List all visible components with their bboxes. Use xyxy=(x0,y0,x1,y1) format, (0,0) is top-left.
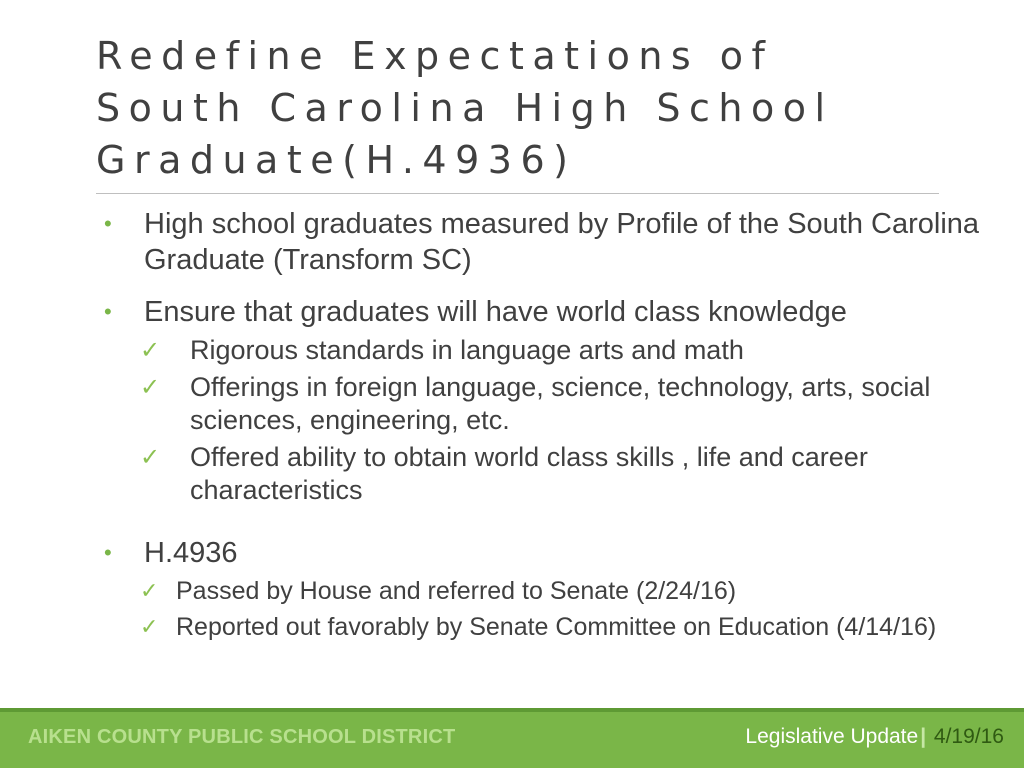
bullet-text: Ensure that graduates will have world class knowledge xyxy=(144,296,847,328)
bullet-item-h4936 xyxy=(100,535,980,643)
bullet-item-profile xyxy=(100,206,980,278)
sub-item xyxy=(100,441,980,507)
footer-label: Legislative Update xyxy=(745,725,919,748)
footer-date: 4/19/16 xyxy=(933,725,1004,748)
sub-item xyxy=(100,575,980,607)
title-line-2: South Carolina High School xyxy=(96,86,834,130)
content-area xyxy=(100,206,980,659)
sub-item-text: Rigorous standards in language arts and math xyxy=(190,335,744,365)
bullet-dot-icon: • xyxy=(104,211,112,236)
sub-item xyxy=(100,334,980,367)
checkmark-icon: ✓ xyxy=(140,374,161,401)
checkmark-icon: ✓ xyxy=(140,444,161,471)
district-name: AIKEN COUNTY PUBLIC SCHOOL DISTRICT xyxy=(28,726,456,748)
sub-item-text: Offerings in foreign language, science, technology, arts, social sciences, engineering, etc. xyxy=(190,372,931,435)
bullet-dot-icon: • xyxy=(104,299,112,324)
checkmark-icon: ✓ xyxy=(140,337,161,364)
title-line-1: Redefine Expectations of xyxy=(96,34,774,78)
sub-item-text: Passed by House and referred to Senate (2/24/16) xyxy=(176,577,737,605)
bullet-text: H.4936 xyxy=(144,537,238,569)
sub-item xyxy=(100,371,980,437)
sub-list xyxy=(140,334,980,507)
footer-top-band xyxy=(0,708,1024,712)
bullet-item-world-class xyxy=(100,294,980,507)
footer-bar xyxy=(0,708,1024,768)
checkmark-icon: ✓ xyxy=(140,578,159,603)
spacer xyxy=(100,523,980,535)
sub-list xyxy=(140,575,980,643)
slide-title xyxy=(96,30,946,186)
checkmark-icon: ✓ xyxy=(140,614,159,639)
title-divider xyxy=(96,193,939,194)
sub-item-text: Offered ability to obtain world class skills , life and career characteristics xyxy=(190,442,868,505)
footer-separator: | xyxy=(920,725,927,748)
bullet-dot-icon: • xyxy=(104,540,112,565)
sub-item xyxy=(100,611,980,643)
bullet-text: High school graduates measured by Profile of the South Carolina Graduate (Transform SC) xyxy=(144,208,980,276)
footer-info xyxy=(745,725,1004,749)
sub-item-text: Reported out favorably by Senate Committee on Education (4/14/16) xyxy=(176,613,937,641)
title-line-3: Graduate(H.4936) xyxy=(96,138,577,182)
